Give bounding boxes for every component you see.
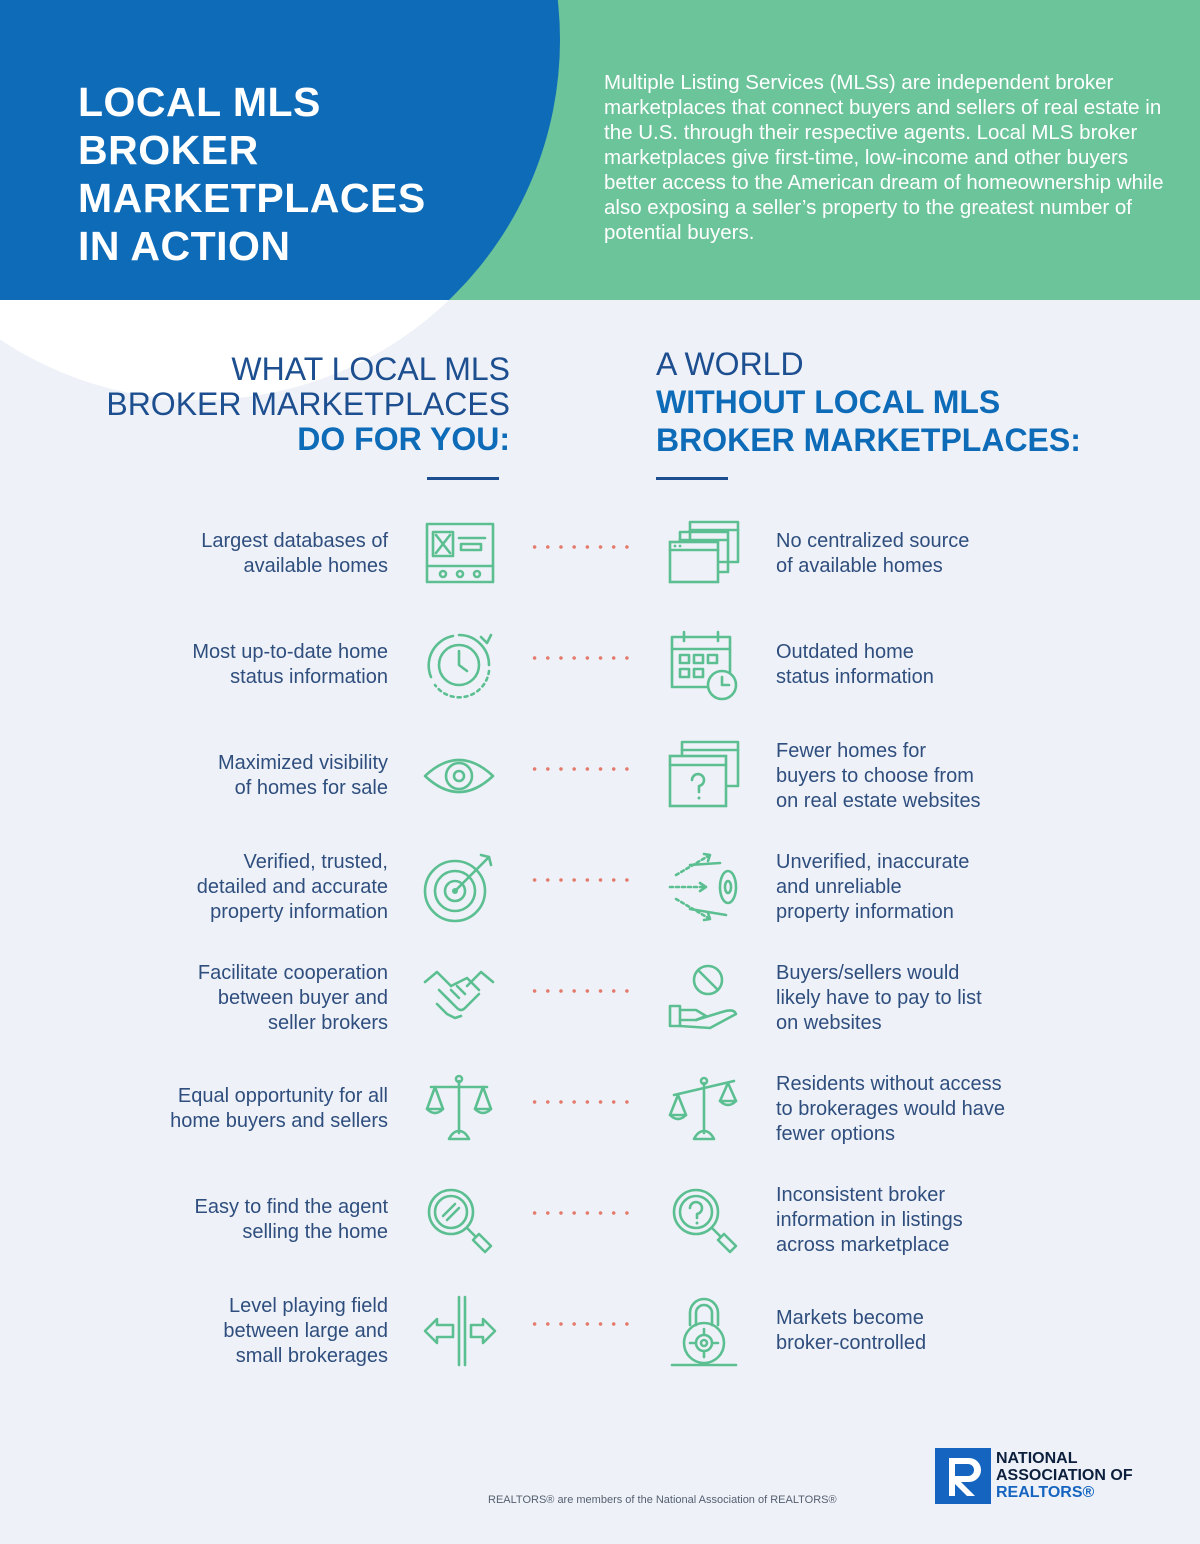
- comparison-row: [0, 1071, 1200, 1171]
- comparison-row: [0, 849, 1200, 949]
- consequence-line: Residents without access: [776, 1072, 1002, 1095]
- window-question-icon: [666, 738, 742, 814]
- org-line: ASSOCIATION OF: [996, 1467, 1133, 1484]
- benefit-line: seller brokers: [267, 1011, 388, 1034]
- dotted-connector: [528, 1322, 634, 1326]
- dotted-connector: [528, 1100, 634, 1104]
- benefit-line: property information: [210, 900, 388, 923]
- comparison-row: [0, 1293, 1200, 1393]
- consequence-line: buyers to choose from: [776, 764, 974, 787]
- consequence-text: [776, 640, 1076, 690]
- eye-icon: [421, 738, 497, 814]
- consequence-line: Outdated home: [776, 641, 914, 663]
- benefit-text: [98, 1195, 388, 1245]
- benefit-line: status information: [230, 666, 388, 688]
- dotted-connector: [528, 1211, 634, 1215]
- benefit-line: small brokerages: [235, 1344, 388, 1367]
- benefit-text: [98, 751, 388, 801]
- stacked-windows-icon: [666, 516, 742, 592]
- benefit-line: of homes for sale: [234, 777, 388, 799]
- benefit-text: [98, 640, 388, 690]
- right-column-heading: [656, 345, 1176, 459]
- consequence-line: Unverified, inaccurate: [776, 850, 970, 873]
- calendar-clock-icon: [666, 627, 742, 703]
- dotted-connector: [528, 545, 634, 549]
- consequence-line: information in listings: [776, 1208, 963, 1231]
- consequence-text: [776, 961, 1076, 1036]
- comparison-row: [0, 960, 1200, 1060]
- benefit-text: [98, 850, 388, 925]
- benefit-line: detailed and accurate: [196, 875, 388, 898]
- footer-note: REALTORS® are members of the National Association of REALTORS®: [488, 1494, 837, 1506]
- consequence-line: No centralized source: [776, 530, 970, 552]
- org-line: NATIONAL: [996, 1450, 1078, 1467]
- clock-refresh-icon: [421, 627, 497, 703]
- benefit-text: [98, 961, 388, 1036]
- comparison-row: [0, 627, 1200, 727]
- consequence-line: of available homes: [776, 555, 943, 577]
- tilted-scale-icon: [666, 1071, 742, 1147]
- title-line: IN ACTION: [78, 223, 291, 269]
- padlock-icon: [666, 1293, 742, 1369]
- benefit-line: home buyers and sellers: [170, 1110, 388, 1132]
- comparison-row: [0, 1182, 1200, 1282]
- consequence-text: [776, 529, 1076, 579]
- dotted-connector: [528, 767, 634, 771]
- consequence-text: [776, 739, 1076, 814]
- nar-logo-icon: [935, 1448, 991, 1504]
- consequence-line: on websites: [776, 1011, 882, 1034]
- header-banner: [0, 0, 1200, 300]
- left-heading-rule: [427, 477, 499, 480]
- consequence-text: [776, 1306, 1076, 1356]
- benefit-line: available homes: [243, 555, 388, 577]
- benefit-text: [98, 1294, 388, 1369]
- balanced-scale-icon: [421, 1071, 497, 1147]
- heading-bold-line: WITHOUT LOCAL MLS: [656, 384, 1001, 420]
- benefit-line: Largest databases of: [201, 530, 388, 552]
- magnifier-icon: [421, 1182, 497, 1258]
- benefit-line: between large and: [223, 1319, 388, 1342]
- target-bullseye-icon: [421, 849, 497, 925]
- page-title: [78, 78, 498, 270]
- consequence-text: [776, 850, 1076, 925]
- benefit-line: between buyer and: [217, 986, 388, 1009]
- consequence-line: Buyers/sellers would: [776, 961, 960, 984]
- benefit-line: Facilitate cooperation: [197, 961, 388, 984]
- benefit-text: [98, 529, 388, 579]
- benefit-line: Most up-to-date home: [192, 641, 388, 663]
- consequence-text: [776, 1072, 1076, 1147]
- scattered-arrows-icon: [666, 849, 742, 925]
- title-line: MARKETPLACES: [78, 175, 426, 221]
- comparison-row: [0, 516, 1200, 616]
- intro-paragraph: Multiple Listing Services (MLSs) are independent broker marketplaces that connect buyers and sellers of real estate in the U.S. through their respective agents. Local MLS broker marketplaces give first-time, low-income and other buyers better access to the American dream of homeownership while also exposing a seller’s property to the greatest number of potential buyers.: [604, 71, 1164, 244]
- title-line: BROKER: [78, 127, 259, 173]
- consequence-line: Markets become: [776, 1307, 924, 1329]
- level-arrows-icon: [421, 1293, 497, 1369]
- consequence-line: on real estate websites: [776, 789, 981, 812]
- org-line: REALTORS®: [996, 1484, 1095, 1501]
- consequence-line: broker-controlled: [776, 1332, 927, 1354]
- benefit-line: Maximized visibility: [217, 752, 388, 774]
- title-line: LOCAL MLS: [78, 79, 321, 125]
- consequence-line: Inconsistent broker: [776, 1183, 945, 1206]
- consequence-line: and unreliable: [776, 875, 902, 898]
- magnifier-question-icon: [666, 1182, 742, 1258]
- dotted-connector: [528, 656, 634, 660]
- benefit-line: Level playing field: [229, 1294, 388, 1317]
- dotted-connector: [528, 878, 634, 882]
- consequence-line: fewer options: [776, 1122, 895, 1145]
- benefit-line: selling the home: [242, 1221, 388, 1243]
- hand-no-icon: [666, 960, 742, 1036]
- heading-bold-line: DO FOR YOU:: [297, 421, 510, 457]
- benefit-line: Equal opportunity for all: [177, 1085, 388, 1107]
- listing-board-icon: [421, 516, 497, 592]
- benefit-line: Easy to find the agent: [194, 1196, 388, 1218]
- consequence-line: property information: [776, 900, 954, 923]
- benefit-line: Verified, trusted,: [243, 850, 388, 873]
- heading-bold-line: BROKER MARKETPLACES:: [656, 422, 1081, 458]
- left-column-heading: [40, 352, 510, 457]
- consequence-line: status information: [776, 666, 934, 688]
- consequence-line: Fewer homes for: [776, 739, 927, 762]
- heading-line: A WORLD: [656, 346, 804, 382]
- heading-line: BROKER MARKETPLACES: [106, 386, 510, 422]
- consequence-line: across marketplace: [776, 1233, 950, 1256]
- consequence-text: [776, 1183, 1076, 1258]
- handshake-icon: [421, 960, 497, 1036]
- consequence-line: to brokerages would have: [776, 1097, 1006, 1120]
- nar-wordmark: [996, 1450, 1186, 1501]
- benefit-text: [98, 1084, 388, 1134]
- comparison-row: [0, 738, 1200, 838]
- heading-line: WHAT LOCAL MLS: [231, 351, 510, 387]
- dotted-connector: [528, 989, 634, 993]
- consequence-line: likely have to pay to list: [776, 986, 982, 1009]
- right-heading-rule: [656, 477, 728, 480]
